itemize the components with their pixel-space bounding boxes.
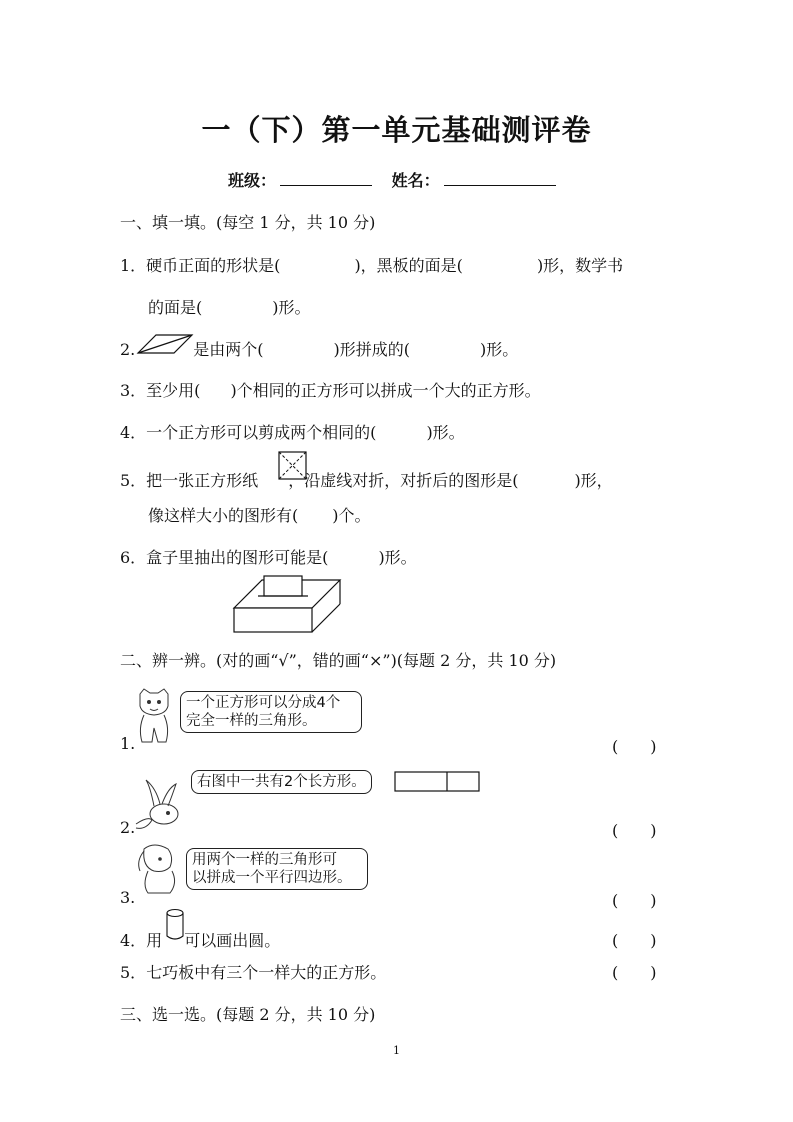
section3-heading: 三、选一选。(每题 2 分，共 10 分) (120, 1005, 376, 1024)
rabbit-cartoon-icon (132, 776, 192, 832)
question-1-line2 (148, 295, 311, 318)
folded-square-icon (278, 451, 308, 481)
rectangle-figure-icon (394, 771, 482, 793)
bubble-1-line1: 一个正方形可以分成4个 (186, 695, 341, 711)
question-1-line1 (120, 253, 623, 276)
q4-text-a: 4．一个正方形可以剪成两个相同的( (120, 423, 377, 442)
judge-answer-3[interactable]: ( ) (612, 891, 657, 910)
student-info (228, 168, 570, 191)
judge-item-1-number: 1. (120, 734, 136, 753)
judge-item-4-number: 4．用 (120, 931, 163, 950)
q2-number: 2. (120, 340, 136, 359)
question-4 (120, 420, 465, 443)
cat-cartoon-icon (132, 688, 178, 746)
name-field[interactable] (444, 171, 556, 186)
q5-text-c: )形， (574, 471, 613, 490)
question-3 (120, 378, 541, 401)
bubble-3-line2: 以拼成一个平行四边形。 (192, 870, 352, 886)
q5-text-e: )个。 (332, 506, 371, 525)
parallelogram-icon (136, 333, 196, 355)
bubble-3-line1: 用两个一样的三角形可 (192, 852, 337, 868)
q5-text-b: ，沿虚线对折，对折后的图形是( (288, 471, 519, 490)
statement-bubble-2 (191, 770, 372, 794)
dog-cartoon-icon (134, 843, 186, 897)
q1-text-d: 的面是( (148, 298, 203, 317)
question-6 (120, 545, 417, 568)
q1-text-e: )形。 (272, 298, 311, 317)
question-5-line1 (120, 468, 613, 491)
q5-text-a: 5．把一张正方形纸 (120, 471, 259, 490)
q2-text-a: 是由两个( (193, 340, 264, 359)
section1-heading: 一、填一填。(每空 1 分，共 10 分) (120, 213, 376, 232)
q3-text-b: )个相同的正方形可以拼成一个大的正方形。 (230, 381, 541, 400)
judge-answer-1[interactable]: ( ) (612, 737, 657, 756)
judge-item-4-text: 可以画出圆。 (184, 931, 281, 950)
cylinder-icon (166, 908, 186, 942)
statement-bubble-3 (186, 848, 368, 890)
judge-item-3-number: 3. (120, 888, 136, 907)
judge-answer-4[interactable]: ( ) (612, 931, 657, 950)
judge-answer-5[interactable]: ( ) (612, 963, 657, 982)
class-field[interactable] (280, 171, 372, 186)
judge-item-2-number: 2. (120, 818, 136, 837)
question-5-line2 (148, 503, 371, 526)
judge-item-5 (120, 960, 386, 983)
tissue-box-icon (232, 576, 344, 636)
judge-item-5-text: 七巧板中有三个一样大的正方形。 (146, 963, 387, 982)
section2-heading: 二、辨一辨。(对的画“√”，错的画“×”)(每题 2 分，共 10 分) (120, 651, 557, 670)
name-label: 姓名： (391, 171, 440, 190)
judge-item-4 (120, 928, 280, 951)
q3-text-a: 3．至少用( (120, 381, 201, 400)
q6-text-b: )形。 (378, 548, 417, 567)
statement-bubble-1 (180, 691, 362, 733)
q5-text-d: 像这样大小的图形有( (148, 506, 299, 525)
q2-text-c: )形。 (480, 340, 519, 359)
page-number: 1 (393, 1044, 400, 1057)
page-title: 一（下）第一单元基础测评卷 (201, 113, 592, 147)
judge-answer-2[interactable]: ( ) (612, 821, 657, 840)
q1-text-a: 1．硬币正面的形状是( (120, 256, 281, 275)
class-label: 班级： (228, 171, 277, 190)
bubble-1-line2: 完全一样的三角形。 (186, 713, 317, 729)
judge-item-5-number: 5． (120, 963, 147, 982)
bubble-2-line1: 右图中一共有2个长方形。 (197, 774, 366, 790)
q4-text-b: )形。 (426, 423, 465, 442)
q6-text-a: 6．盒子里抽出的图形可能是( (120, 548, 329, 567)
q2-text-b: )形拼成的( (333, 340, 411, 359)
q1-text-c: )形，数学书 (536, 256, 624, 275)
q1-text-b: )，黑板的面是( (354, 256, 463, 275)
